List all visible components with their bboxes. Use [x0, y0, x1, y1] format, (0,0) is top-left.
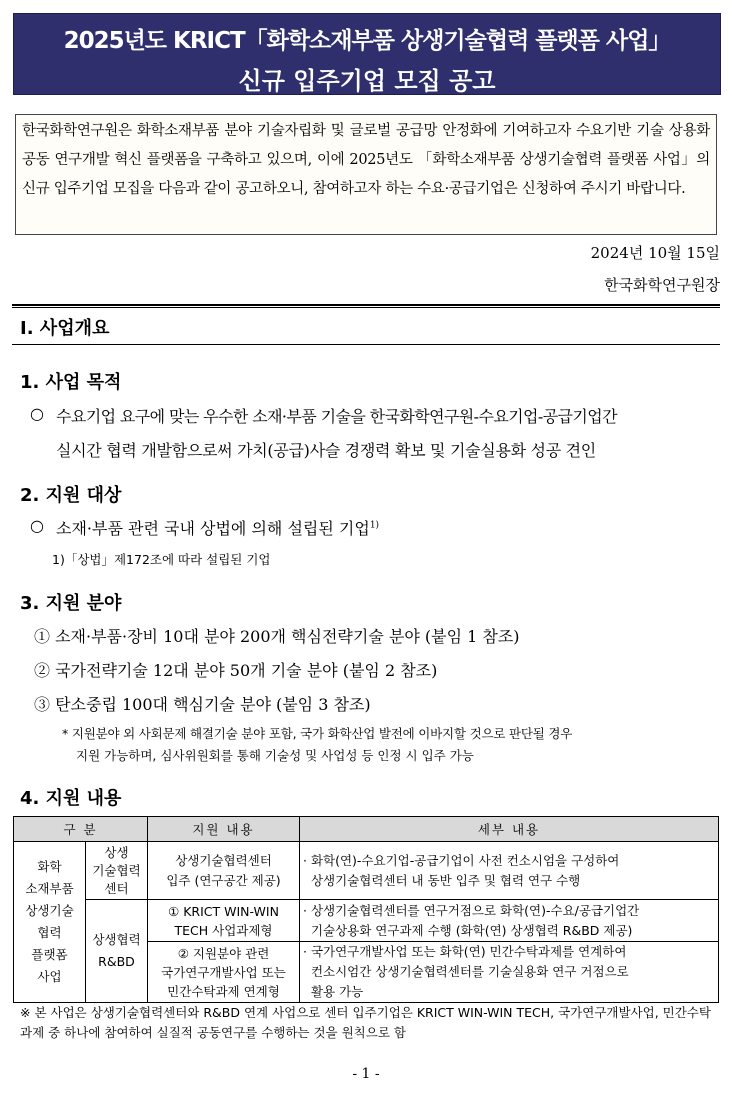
table-header-category: 구 분: [14, 817, 148, 842]
purpose-heading: 1. 사업 목적: [20, 372, 122, 393]
section-title: Ⅰ. 사업개요: [20, 318, 110, 339]
section-divider-top: [12, 304, 720, 306]
table-row3-detail: · 국가연구개발사업 또는 화학(연) 민간수탁과제를 연계하여 컨소시엄간 상생기술협력센터를 기술실용화 연구 거점으로 활용 가능: [300, 942, 719, 1003]
announcement-date: 2024년 10월 15일: [590, 244, 720, 262]
purpose-line-2: 실시간 협력 개발함으로써 가치(공급)사슬 경쟁력 확보 및 기술실용화 성공 견인: [56, 441, 596, 460]
section-divider-top-thin: [12, 307, 720, 308]
field-item-1: ① 소재·부품·장비 10대 분야 200개 핵심전략기술 분야 (붙임 1 참조): [34, 627, 520, 646]
table-sub-center: 상생 기술협력 센터: [86, 842, 148, 900]
table-row1-detail: · 화학(연)-수요기업-공급기업이 사전 컨소시엄을 구성하여 상생기술협력센터 내 동반 입주 및 협력 연구 수행: [300, 842, 719, 900]
table-header-content: 지원 내용: [148, 817, 300, 842]
announcement-title-banner: [13, 13, 721, 95]
table-header-detail: 세부 내용: [300, 817, 719, 842]
support-content-table: [13, 816, 719, 1003]
field-note-line-1: * 지원분야 외 사회문제 해결기술 분야 포함, 국가 화학산업 발전에 이바지할 것으로 판단될 경우: [62, 726, 573, 741]
title-line-2: 신규 입주기업 모집 공고: [238, 67, 496, 95]
field-note-line-2: 지원 가능하며, 심사위원회를 통해 기술성 및 사업성 등 인정 시 입주 가능: [76, 748, 474, 763]
target-footnote-mark: 1): [369, 520, 380, 531]
target-text: 소재·부품 관련 국내 상법에 의해 설립된 기업: [56, 519, 370, 538]
table-sub-rnbd: 상생협력 R&BD: [86, 900, 148, 1003]
purpose-bullet: ○: [30, 404, 44, 423]
content-heading: 4. 지원 내용: [20, 788, 122, 809]
table-category-main: 화학 소재부품 상생기술 협력 플랫폼 사업: [14, 842, 86, 1003]
target-heading: 2. 지원 대상: [20, 485, 122, 506]
issuing-organization: 한국화학연구원장: [604, 276, 720, 294]
title-line-1: 2025년도 KRICT「화학소재부품 상생기술협력 플랫폼 사업」: [63, 28, 671, 54]
target-footnote: 1)「상법」제172조에 따라 설립된 기업: [52, 552, 271, 567]
target-bullet: ○: [30, 516, 44, 535]
intro-box: 한국화학연구원은 화학소재부품 분야 기술자립화 및 글로벌 공급망 안정화에 기여하고자 수요기반 기술 상용화 공동 연구개발 혁신 플랫폼을 구축하고 있으며, 이에 2025년도 「화학소재부품 상생기술협력 플랫폼 사업」의 신규 입주기업 모집을 다음과 같이 공고하오니, 참여하고자 하는 수요·공급기업은 신청하여 주시기 바랍니다.: [15, 114, 717, 235]
table-row2-content: ① KRICT WIN-WIN TECH 사업과제형: [148, 900, 300, 942]
table-row2-detail: · 상생기술협력센터를 연구거점으로 화학(연)-수요/공급기업간 기술상용화 연구과제 수행 (화학(연) 상생협력 R&BD 제공): [300, 900, 719, 942]
section-divider-bottom: [12, 344, 720, 345]
target-line: [56, 516, 379, 539]
table-row3-content: ② 지원분야 관련 국가연구개발사업 또는 민간수탁과제 연계형: [148, 942, 300, 1003]
table-row1-content: 상생기술협력센터 입주 (연구공간 제공): [148, 842, 300, 900]
field-item-3: ③ 탄소중립 100대 핵심기술 분야 (붙임 3 참조): [34, 695, 371, 714]
field-item-2: ② 국가전략기술 12대 분야 50개 기술 분야 (붙임 2 참조): [34, 661, 438, 680]
bottom-note: ※ 본 사업은 상생기술협력센터와 R&BD 연계 사업으로 센터 입주기업은 KRICT WIN-WIN TECH, 국가연구개발사업, 민간수탁과제 중 하나에 참여하여 실질적 공동연구를 수행하는 것을 원칙으로 함: [20, 1005, 711, 1040]
purpose-line-1: 수요기업 요구에 맞는 우수한 소재·부품 기술을 한국화학연구원-수요기업-공급기업간: [56, 407, 617, 426]
page-number: - 1 -: [352, 1066, 380, 1082]
field-heading: 3. 지원 분야: [20, 593, 122, 614]
